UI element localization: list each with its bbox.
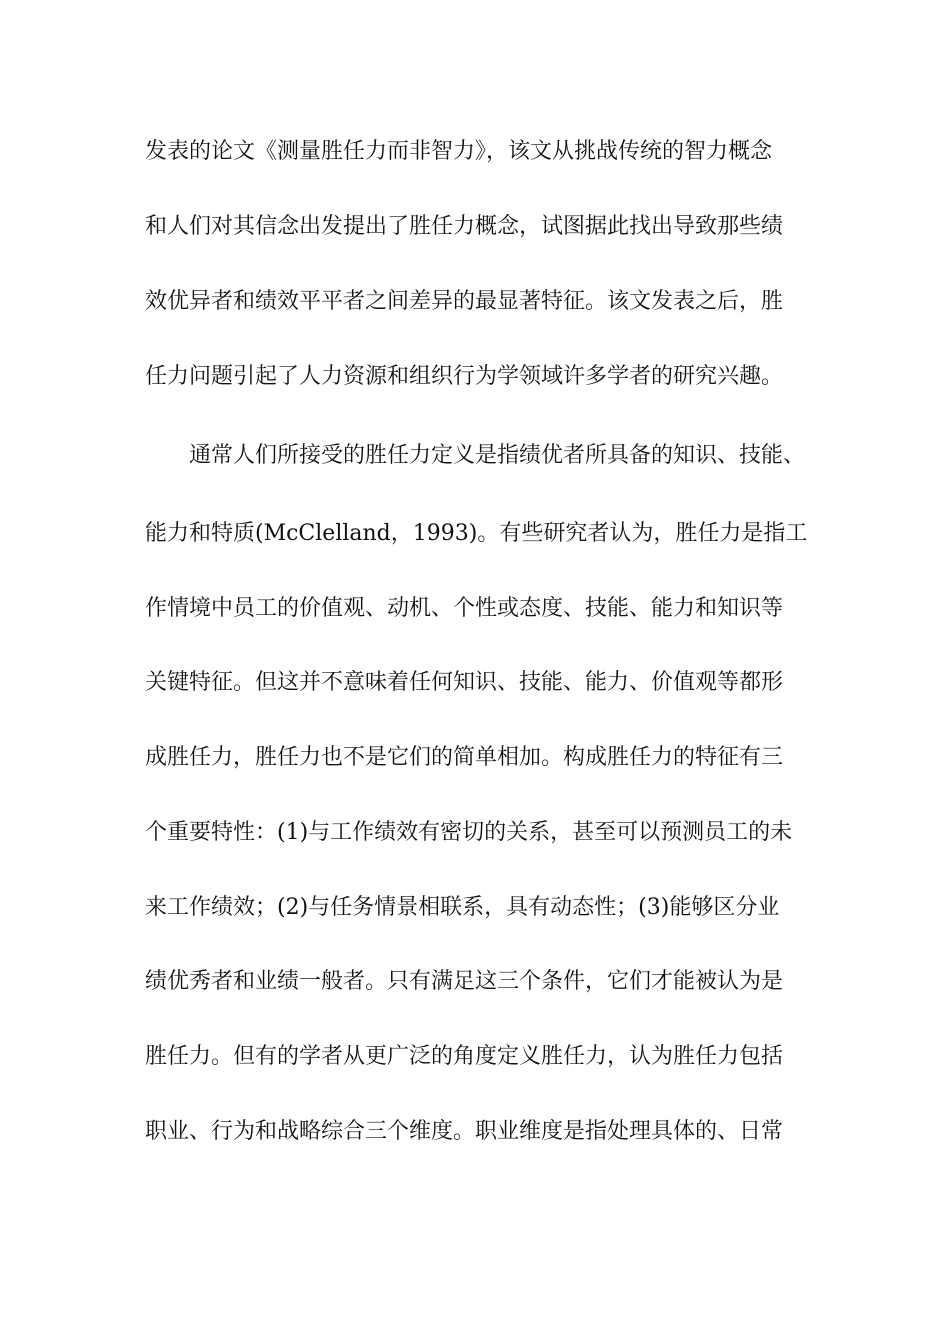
paragraph-2-line-4: 关键特征。但这并不意味着任何知识、技能、能力、价值观等都形 xyxy=(145,670,784,695)
paragraph-2-line-9: 胜任力。但有的学者从更广泛的角度定义胜任力，认为胜任力包括 xyxy=(145,1044,784,1069)
paragraph-2-line-3: 作情境中员工的价值观、动机、个性或态度、技能、能力和知识等 xyxy=(145,596,784,621)
paragraph-1-line-4: 任力问题引起了人力资源和组织行为学领域许多学者的研究兴趣。 xyxy=(145,364,784,389)
paragraph-1-line-3: 效优异者和绩效平平者之间差异的最显著特征。该文发表之后，胜 xyxy=(145,289,784,314)
paragraph-1-line-1: 发表的论文《测量胜任力而非智力》，该文从挑战传统的智力概念 xyxy=(145,139,773,164)
paragraph-2-line-8: 绩优秀者和业绩一般者。只有满足这三个条件，它们才能被认为是 xyxy=(145,969,784,994)
paragraph-2-line-1: 通常人们所接受的胜任力定义是指绩优者所具备的知识、技能、 xyxy=(189,443,806,468)
paragraph-2-line-10: 职业、行为和战略综合三个维度。职业维度是指处理具体的、日常 xyxy=(145,1119,784,1144)
paragraph-2-line-7: 来工作绩效；(2)与任务情景相联系，具有动态性；(3)能够区分业 xyxy=(145,895,780,920)
paragraph-2-line-2: 能力和特质(McClelland，1993)。有些研究者认为，胜任力是指工 xyxy=(145,521,808,546)
paragraph-2-line-5: 成胜任力，胜任力也不是它们的简单相加。构成胜任力的特征有三 xyxy=(145,745,784,770)
paragraph-2-line-6: 个重要特性：(1)与工作绩效有密切的关系，甚至可以预测员工的未 xyxy=(145,820,793,845)
paragraph-1-line-2: 和人们对其信念出发提出了胜任力概念，试图据此找出导致那些绩 xyxy=(145,214,784,239)
